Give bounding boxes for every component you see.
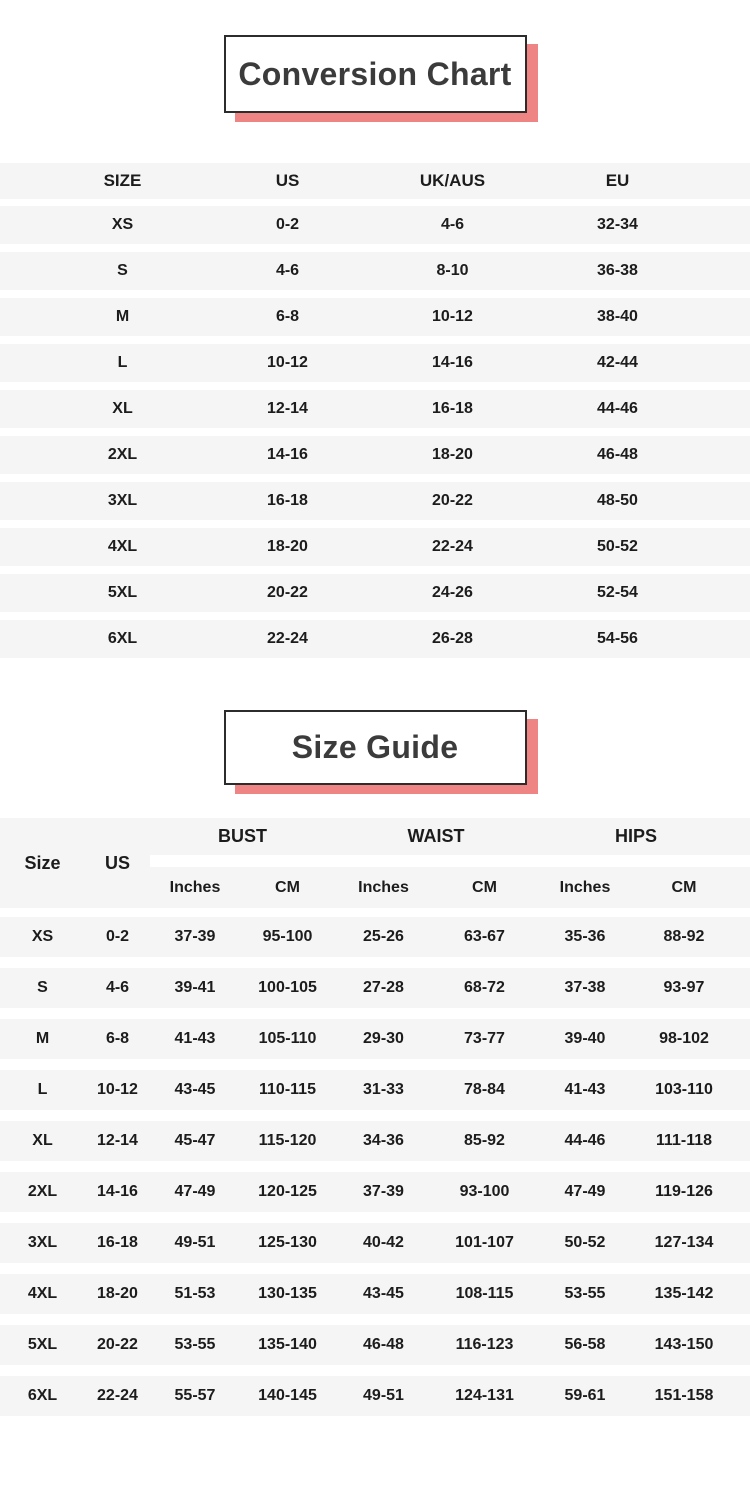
value-cell: 50-52 [597, 538, 638, 555]
value-cell: 143-150 [654, 1336, 714, 1353]
value-cell: 22-24 [97, 1387, 138, 1404]
value-cell: 20-22 [267, 584, 308, 601]
value-cell: 0-2 [275, 216, 300, 233]
value-cell: 10-12 [267, 354, 308, 371]
conversion-row-s [0, 252, 750, 290]
value-cell: 151-158 [654, 1387, 714, 1404]
size-cell: 4XL [27, 1285, 58, 1302]
value-cell: 25-26 [363, 928, 404, 945]
value-cell: 140-145 [258, 1387, 317, 1404]
size-cell: 6XL [27, 1387, 58, 1404]
sub-header-waist-cm: CM [472, 878, 497, 896]
value-cell: 78-84 [464, 1081, 505, 1098]
value-cell: 18-20 [432, 446, 473, 463]
value-cell: 85-92 [464, 1132, 505, 1149]
header-divider-strip [150, 855, 750, 867]
value-cell: 34-36 [363, 1132, 404, 1149]
value-cell: 32-34 [597, 216, 638, 233]
value-cell: 98-102 [659, 1030, 709, 1047]
value-cell: 44-46 [564, 1132, 606, 1149]
group-header-waist: WAIST [407, 826, 465, 846]
value-cell: 49-51 [174, 1234, 216, 1251]
conversion-table-rows [0, 206, 750, 658]
value-cell: 20-22 [432, 492, 473, 509]
value-cell: 39-41 [174, 979, 216, 996]
value-cell: 50-52 [564, 1234, 606, 1251]
column-header-size: SIZE [103, 171, 142, 190]
value-cell: 8-10 [436, 262, 469, 279]
value-cell: 130-135 [258, 1285, 317, 1302]
value-cell: 51-53 [174, 1285, 216, 1302]
value-cell: 16-18 [432, 400, 473, 417]
size-guide-title-block [224, 710, 527, 785]
value-cell: 108-115 [455, 1285, 514, 1302]
value-cell: 0-2 [105, 928, 130, 945]
conversion-row-5xl [0, 574, 750, 612]
value-cell: 47-49 [564, 1183, 606, 1200]
size-guide-row-6xl [0, 1376, 750, 1416]
value-cell: 12-14 [97, 1132, 138, 1149]
value-cell: 39-40 [564, 1030, 606, 1047]
size-guide-header [0, 818, 750, 908]
value-cell: 37-39 [363, 1183, 404, 1200]
size-cell: L [37, 1081, 48, 1098]
value-cell: 41-43 [174, 1030, 216, 1047]
value-cell: 14-16 [97, 1183, 138, 1200]
value-cell: 63-67 [464, 928, 505, 945]
value-cell: 29-30 [363, 1030, 404, 1047]
conversion-chart-title-box [224, 35, 527, 113]
size-guide-row-xs [0, 917, 750, 957]
conversion-row-xs [0, 206, 750, 244]
conversion-row-2xl [0, 436, 750, 474]
size-cell: 5XL [107, 584, 138, 601]
value-cell: 93-97 [663, 979, 705, 996]
value-cell: 47-49 [174, 1183, 216, 1200]
value-cell: 46-48 [597, 446, 638, 463]
value-cell: 73-77 [464, 1030, 505, 1047]
value-cell: 6-8 [275, 308, 300, 325]
conversion-row-l [0, 344, 750, 382]
value-cell: 10-12 [432, 308, 473, 325]
value-cell: 68-72 [464, 979, 505, 996]
sub-header-bust-cm: CM [275, 878, 300, 896]
size-guide-table-rows [0, 908, 750, 1416]
size-cell: 2XL [107, 446, 138, 463]
column-header-size: Size [24, 852, 61, 873]
value-cell: 12-14 [267, 400, 308, 417]
value-cell: 135-140 [258, 1336, 317, 1353]
value-cell: 41-43 [564, 1081, 606, 1098]
size-cell: 4XL [107, 538, 138, 555]
size-cell: S [37, 979, 48, 996]
value-cell: 16-18 [97, 1234, 138, 1251]
size-cell: M [115, 308, 130, 325]
group-header-hips: HIPS [614, 826, 657, 846]
value-cell: 105-110 [258, 1030, 317, 1047]
size-guide-row-2xl [0, 1172, 750, 1212]
value-cell: 53-55 [174, 1336, 216, 1353]
value-cell: 53-55 [564, 1285, 606, 1302]
value-cell: 48-50 [597, 492, 638, 509]
value-cell: 18-20 [97, 1285, 138, 1302]
size-cell: 2XL [27, 1183, 58, 1200]
value-cell: 45-47 [174, 1132, 216, 1149]
value-cell: 124-131 [455, 1387, 514, 1404]
value-cell: 135-142 [654, 1285, 714, 1302]
column-header-us: US [275, 171, 300, 190]
value-cell: 95-100 [262, 928, 313, 945]
value-cell: 52-54 [597, 584, 638, 601]
value-cell: 24-26 [432, 584, 473, 601]
sub-header-hips-inches: Inches [559, 878, 611, 896]
value-cell: 40-42 [363, 1234, 404, 1251]
value-cell: 116-123 [455, 1336, 514, 1353]
size-cell: XS [111, 216, 134, 233]
conversion-chart-title-block [224, 35, 527, 113]
value-cell: 54-56 [597, 630, 638, 647]
size-cell: XL [112, 400, 133, 417]
value-cell: 38-40 [597, 308, 638, 325]
value-cell: 100-105 [258, 979, 317, 996]
value-cell: 43-45 [363, 1285, 404, 1302]
value-cell: 18-20 [267, 538, 308, 555]
value-cell: 14-16 [267, 446, 308, 463]
size-cell: 3XL [107, 492, 138, 509]
size-guide-row-s [0, 968, 750, 1008]
column-header-eu: EU [605, 171, 630, 190]
size-cell: XS [31, 928, 54, 945]
value-cell: 119-126 [655, 1183, 713, 1200]
value-cell: 59-61 [564, 1387, 606, 1404]
value-cell: 16-18 [267, 492, 308, 509]
size-cell: 5XL [27, 1336, 58, 1353]
value-cell: 111-118 [655, 1132, 713, 1149]
conversion-table [0, 163, 750, 658]
value-cell: 55-57 [174, 1387, 216, 1404]
conversion-table-header [0, 163, 750, 199]
value-cell: 46-48 [363, 1336, 404, 1353]
size-cell: S [117, 262, 128, 279]
conversion-row-m [0, 298, 750, 336]
size-cell: 6XL [107, 630, 138, 647]
value-cell: 37-39 [174, 928, 216, 945]
value-cell: 27-28 [363, 979, 404, 996]
size-guide-row-5xl [0, 1325, 750, 1365]
value-cell: 4-6 [440, 216, 465, 233]
column-header-uk-aus: UK/AUS [419, 171, 486, 190]
size-guide-title: Size Guide [291, 729, 459, 765]
conversion-row-3xl [0, 482, 750, 520]
conversion-row-6xl [0, 620, 750, 658]
value-cell: 4-6 [105, 979, 130, 996]
size-cell: 3XL [27, 1234, 58, 1251]
value-cell: 22-24 [267, 630, 308, 647]
size-cell: M [35, 1030, 50, 1047]
value-cell: 120-125 [258, 1183, 317, 1200]
group-header-bust: BUST [218, 826, 267, 846]
value-cell: 103-110 [655, 1081, 713, 1098]
size-guide-row-xl [0, 1121, 750, 1161]
value-cell: 6-8 [105, 1030, 130, 1047]
value-cell: 49-51 [363, 1387, 404, 1404]
value-cell: 127-134 [654, 1234, 714, 1251]
size-guide-row-l [0, 1070, 750, 1110]
value-cell: 31-33 [363, 1081, 404, 1098]
value-cell: 93-100 [459, 1183, 510, 1200]
value-cell: 37-38 [564, 979, 606, 996]
conversion-row-xl [0, 390, 750, 428]
size-guide-row-m [0, 1019, 750, 1059]
size-cell: XL [32, 1132, 53, 1149]
value-cell: 42-44 [597, 354, 638, 371]
value-cell: 22-24 [432, 538, 473, 555]
size-guide-row-4xl [0, 1274, 750, 1314]
value-cell: 56-58 [564, 1336, 606, 1353]
value-cell: 4-6 [275, 262, 300, 279]
value-cell: 10-12 [97, 1081, 138, 1098]
sub-header-bust-inches: Inches [169, 878, 221, 896]
size-guide-row-3xl [0, 1223, 750, 1263]
sub-header-waist-inches: Inches [358, 878, 409, 896]
size-guide-table [0, 818, 750, 1416]
conversion-chart-title: Conversion Chart [238, 55, 512, 92]
value-cell: 26-28 [432, 630, 473, 647]
value-cell: 14-16 [432, 354, 473, 371]
value-cell: 35-36 [564, 928, 606, 945]
value-cell: 88-92 [663, 928, 705, 945]
value-cell: 101-107 [455, 1234, 514, 1251]
value-cell: 43-45 [174, 1081, 216, 1098]
value-cell: 125-130 [258, 1234, 317, 1251]
value-cell: 110-115 [259, 1081, 316, 1098]
column-header-us: US [104, 852, 130, 873]
size-cell: L [117, 354, 128, 371]
conversion-row-4xl [0, 528, 750, 566]
value-cell: 115-120 [258, 1132, 317, 1149]
size-guide-title-box [224, 710, 527, 785]
value-cell: 20-22 [97, 1336, 138, 1353]
value-cell: 36-38 [597, 262, 638, 279]
sub-header-hips-cm: CM [671, 878, 697, 896]
value-cell: 44-46 [597, 400, 638, 417]
